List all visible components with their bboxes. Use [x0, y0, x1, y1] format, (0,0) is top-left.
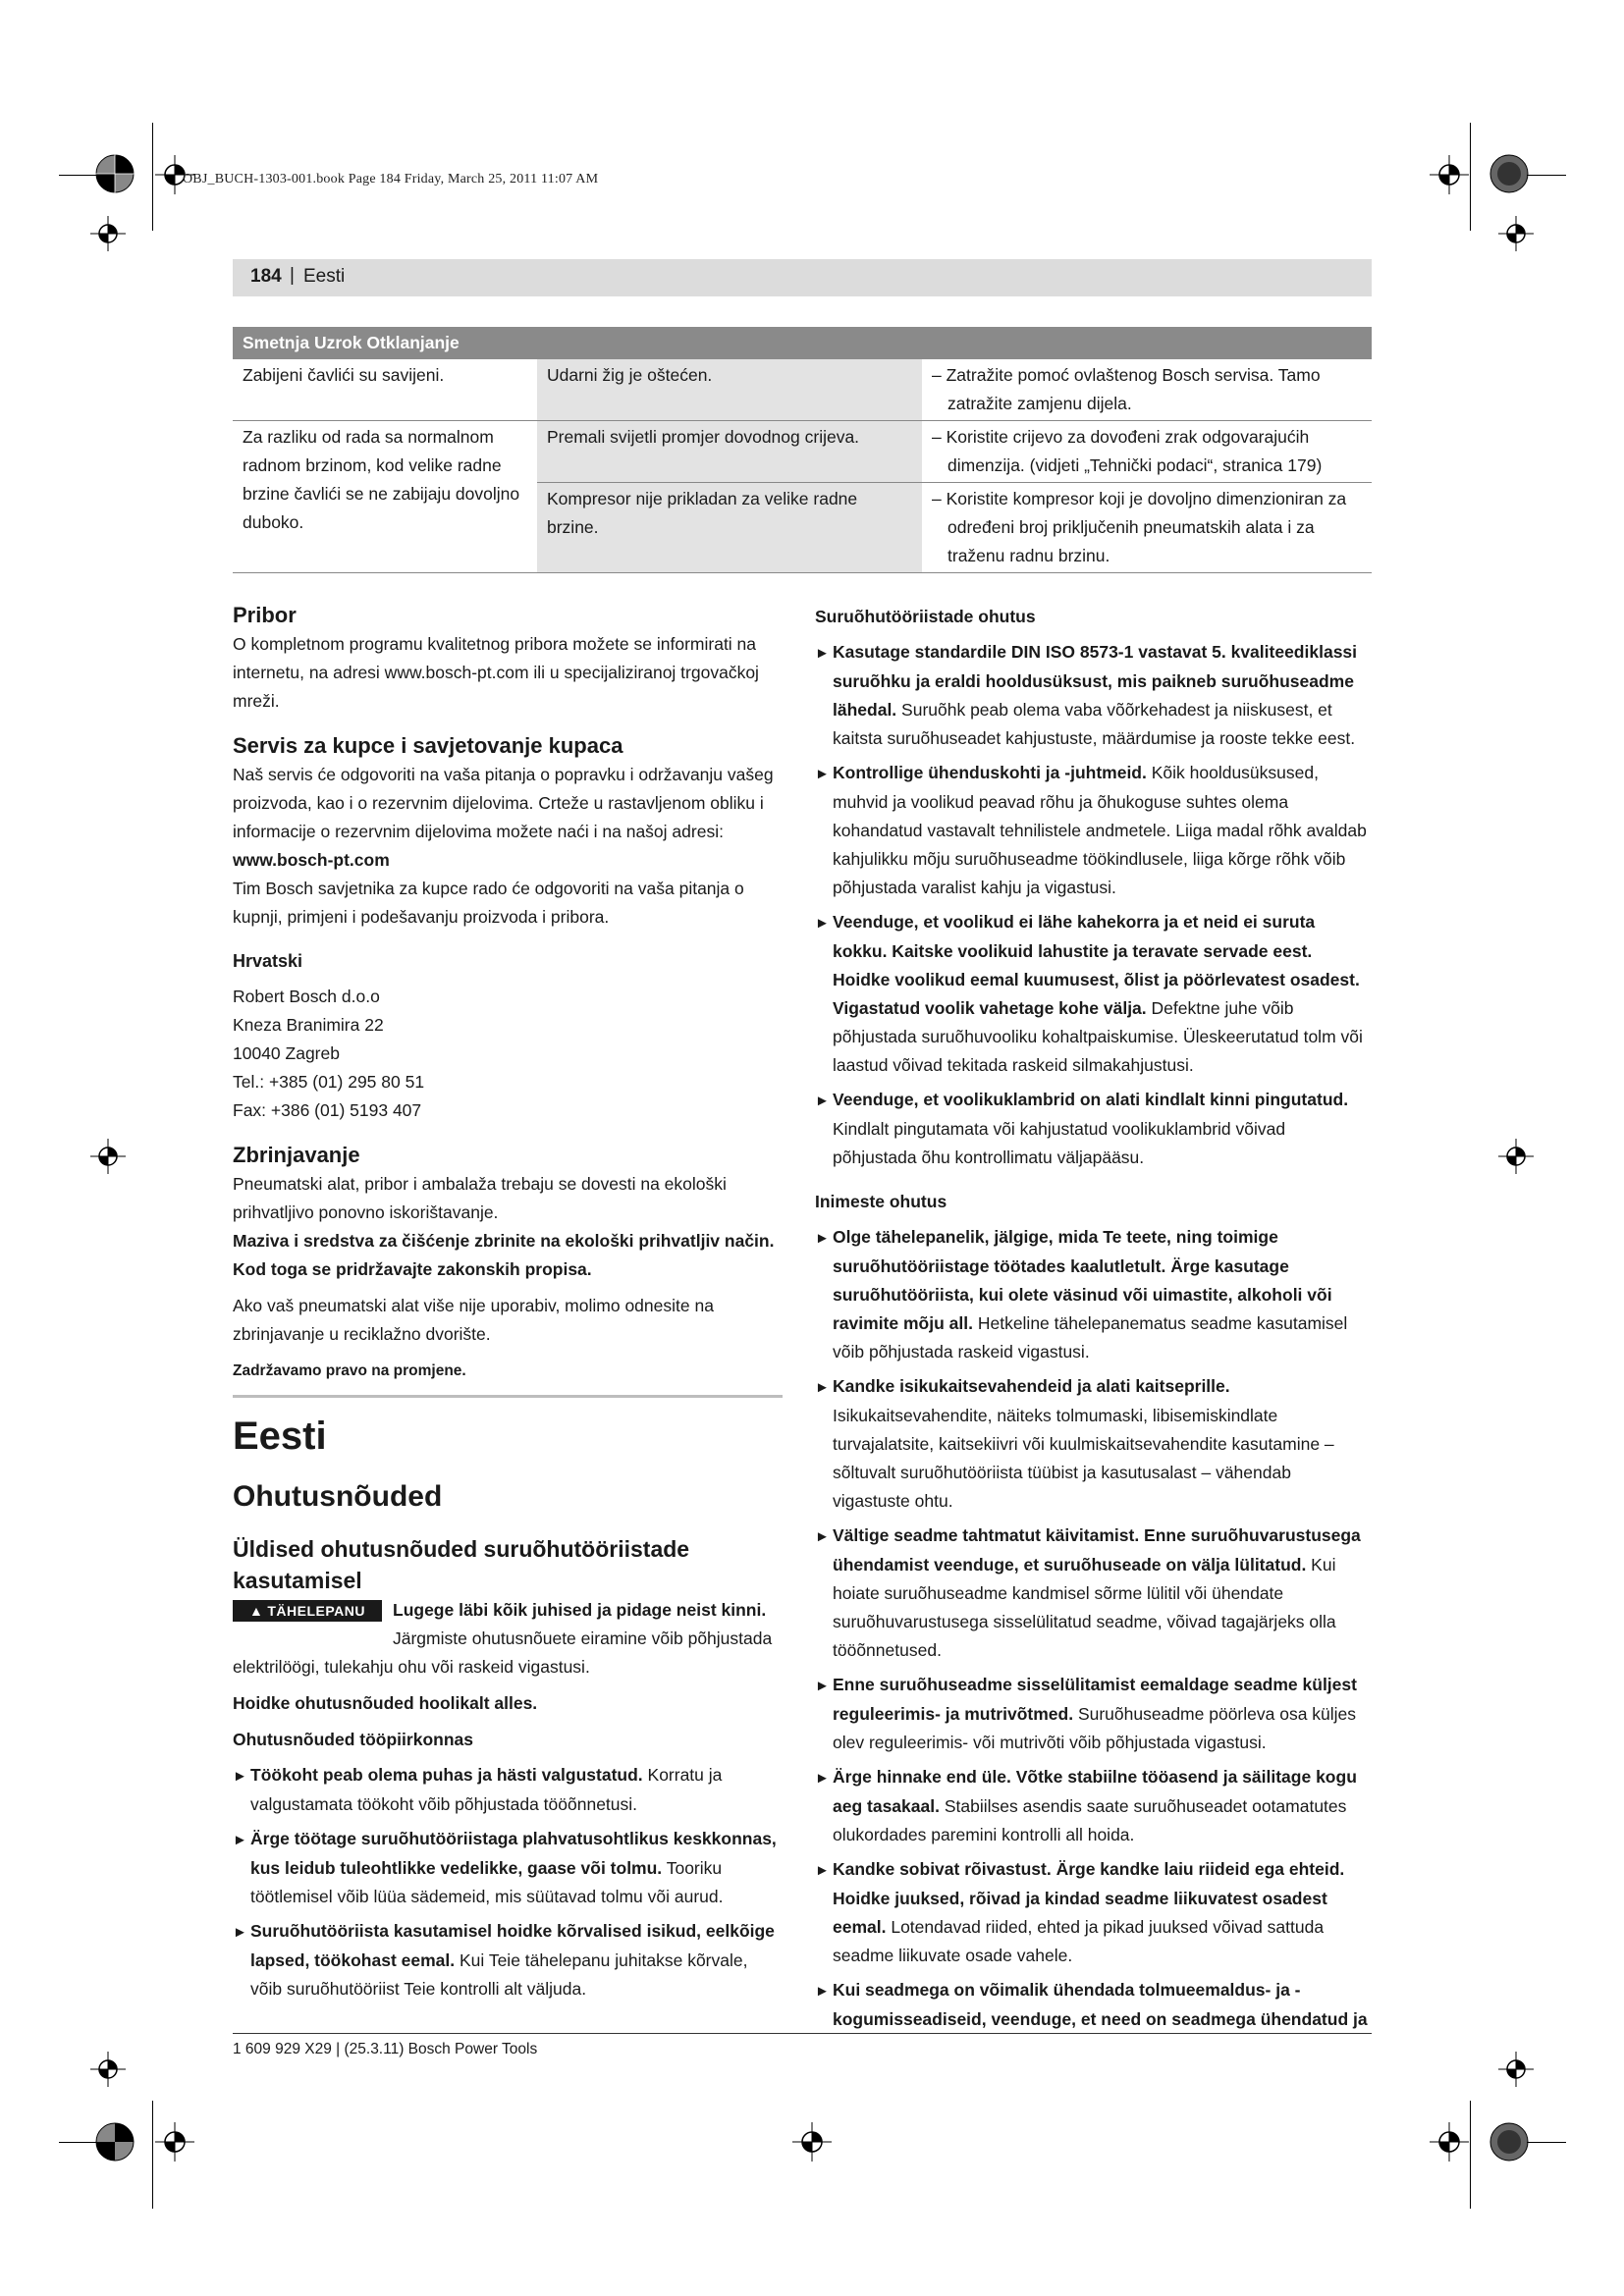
table-cell-symptom: Za razliku od rada sa normalnom radnom brzinom, kod velike radne brzine čavlići se ne zabijaju dovoljno duboko. [233, 421, 537, 573]
warning-triangle-icon: ▲ [249, 1603, 264, 1619]
crosshair-mark-icon [1498, 216, 1534, 251]
list-item: ► Kandke isikukaitsevahendeid ja alati kaitseprille. Isikukaitsevahendite, näiteks tolmumaski, libisemiskindlate turvajalatsite, kaitsekiivri või kuulmiskaitsevahendite kasutamine – sõltuvalt suruõhutööriista tüübist ja kasutusalast – vähendab vigastuste ohtu. [815, 1372, 1371, 1516]
bullet-arrow-icon: ► [815, 1093, 830, 1109]
header-separator: | [290, 265, 295, 286]
crop-line [59, 175, 98, 176]
table-cell-remedy: – Koristite crijevo za dovođeni zrak odgovarajućih dimenzija. (vidjeti „Tehnički podaci“, stranica 179) [932, 427, 1323, 475]
bullet-arrow-icon: ► [815, 645, 830, 662]
section-title-pribor: Pribor [233, 603, 297, 627]
bullet-arrow-icon: ► [815, 1983, 830, 2000]
header-language: Eesti [303, 266, 346, 287]
bullet-arrow-icon: ► [233, 1832, 247, 1848]
crosshair-mark-icon [90, 1139, 126, 1174]
address-line: Tel.: +385 (01) 295 80 51 [233, 1072, 425, 1092]
table-cell-symptom: Zabijeni čavlići su savijeni. [233, 359, 537, 421]
zbrinjavanje-text: Pneumatski alat, pribor i ambalaža trebaju se dovesti na ekološki prihvatljivo ponovno iskorištavanje. [233, 1174, 727, 1222]
crosshair-mark-icon [1498, 1139, 1534, 1174]
list-item: ► Kandke sobivat rõivastust. Ärge kandke laiu riideid ega ehteid. Hoidke juuksed, rõivad ja kindad seadme liikuvatest osadest eemal. Lotendavad riided, ehted ja pikad juuksed võivad sattuda seadme liikuvate osade vahele. [815, 1855, 1371, 1970]
crop-line [1527, 2142, 1566, 2143]
crop-line [59, 2142, 98, 2143]
list-item: ► Ärge töötage suruõhutööriistaga plahvatusohtlikus keskkonnas, kus leidub tuleohtlikke vedelikke, gaase või tolmu. Tooriku töötlemisel võib lüüa sädemeid, mis süütavad tolmu või aurud. [233, 1825, 783, 1911]
page-header [233, 259, 1372, 296]
bullet-arrow-icon: ► [815, 1528, 830, 1545]
bullet-arrow-icon: ► [815, 1678, 830, 1694]
section-title-servis: Servis za kupce i savjetovanje kupaca [233, 733, 623, 758]
table-header: Smetnja Uzrok Otklanjanje [233, 327, 1372, 359]
table-cell-cause: Premali svijetli promjer dovodnog crijeva. [537, 421, 922, 483]
people-safety-title: Inimeste ohutus [815, 1192, 947, 1211]
safety-title: Ohutusnõuded [233, 1480, 443, 1513]
bullet-arrow-icon: ► [815, 1379, 830, 1396]
pribor-text: O kompletnom programu kvalitetnog pribora možete se informirati na internetu, na adresi www.bosch-pt.com ili u specijaliziranoj trgovačkoj mreži. [233, 634, 759, 711]
crop-line [152, 2101, 153, 2209]
footer-divider [233, 2033, 1372, 2034]
servis-text-2: Tim Bosch savjetnika za kupce rado će odgovoriti na vaša pitanja o kupnji, primjeni i podešavanju proizvoda i pribora. [233, 879, 744, 927]
crosshair-mark-icon [155, 2122, 194, 2162]
warning-block [233, 1596, 783, 1625]
workplace-title: Ohutusnõuded tööpiirkonnas [233, 1730, 473, 1749]
warning-label: TÄHELEPANU [267, 1603, 365, 1619]
table-cell-cause: Kompresor nije prikladan za velike radne brzine. [537, 483, 922, 573]
warning-badge [233, 1600, 382, 1622]
crop-line [152, 123, 153, 231]
list-item: ► Ärge hinnake end üle. Võtke stabiilne tööasend ja säilitage kogu aeg tasakaal. Stabiilses asendis saate suruõhuseadet ootamatutes olukordades paremini kontrolli all hoida. [815, 1763, 1371, 1849]
registration-mark-icon [1488, 152, 1531, 195]
address-line: Kneza Branimira 22 [233, 1015, 384, 1035]
list-item: ► Kontrollige ühenduskohti ja -juhtmeid. Kõik hooldusüksused, muhvid ja voolikud peavad rõhu ja õhukoguse suhtes olema kohandatud vastavalt tehnilistele andmetele. Liiga madal rõhk avaldab kahjulikku mõju suruõhuseadme töökindlusele, liiga kõrge rõhk võib põhjustada varalist kahju ja vigastusi. [815, 759, 1371, 902]
list-item: ► Enne suruõhuseadme sisselülitamist eemaldage seadme küljest reguleerimis- ja mutrivõtmed. Suruõhuseadme pöörleva osa küljes olev reguleerimis- või mutrivõti võib põhjustada vigastusi. [815, 1671, 1371, 1757]
registration-mark-icon [93, 152, 136, 195]
table-cell-remedy: – Zatražite pomoć ovlaštenog Bosch servisa. Tamo zatražite zamjenu dijela. [932, 365, 1321, 413]
servis-url-link[interactable]: www.bosch-pt.com [233, 850, 390, 870]
crosshair-mark-icon [90, 216, 126, 251]
table-row [233, 421, 1372, 483]
list-item: ► Kasutage standardile DIN ISO 8573-1 vastavat 5. kvaliteediklassi suruõhku ja eraldi hooldusüksust, mis paikneb suruõhuseadme lähedal. Suruõhk peab olema vaba võõrkehadest ja niiskusest, et kaitsta suruõhuseadet kahjustuste, määrdumise ja rooste tekke eest. [815, 638, 1371, 753]
crop-line [1470, 2101, 1471, 2209]
general-safety-title: Üldised ohutusnõuded suruõhutööriistade kasutamisel [233, 1536, 690, 1593]
section-title-zbrinjavanje: Zbrinjavanje [233, 1143, 360, 1167]
zbrinjavanje-text-2: Ako vaš pneumatski alat više nije uporabiv, molimo odnesite na zbrinjavanje u reciklažno dvorište. [233, 1296, 714, 1344]
tool-safety-title: Suruõhutööriistade ohutus [815, 607, 1036, 626]
crosshair-mark-icon [90, 2052, 126, 2087]
bullet-arrow-icon: ► [815, 1230, 830, 1247]
print-info: OBJ_BUCH-1303-001.book Page 184 Friday, March 25, 2011 11:07 AM [183, 172, 599, 187]
list-item: ► Veenduge, et voolikuklambrid on alati kindlalt kinni pingutatud. Kindlalt pingutamata või kahjustatud voolikuklambrid võivad põhjustada õhu kontrollimatu väljapääsu. [815, 1086, 1371, 1172]
list-item: ► Kui seadmega on võimalik ühendada tolmueemaldus- ja -kogumisseadiseid, veenduge, et need on seadmega ühendatud ja [815, 1976, 1371, 2034]
list-item: ► Vältige seadme tahtmatut käivitamist. Enne suruõhuvarustusega ühendamist veenduge, et suruõhuseade on välja lülitatud. Kui hoiate suruõhuseadme kandmisel sõrme lülitil või ühendate suruõhuvarustusega sisselülitatud seadme, võivad tagajärjeks olla tööõnnetused. [815, 1522, 1371, 1665]
page-number: 184 [250, 266, 282, 287]
zbrinjavanje-bold: Maziva i sredstva za čišćenje zbrinite na ekološki prihvatljiv način. Kod toga se pridržavajte zakonskih propisa. [233, 1231, 775, 1279]
troubleshooting-table [233, 327, 1372, 573]
page-footer: 1 609 929 X29 | (25.3.11) Bosch Power Tools [233, 2041, 538, 2057]
bullet-arrow-icon: ► [815, 766, 830, 782]
section-divider [233, 1395, 783, 1398]
crosshair-mark-icon [1498, 2052, 1534, 2087]
warning-bold: Lugege läbi kõik juhised ja pidage neist kinni. [393, 1600, 767, 1620]
table-cell-remedy: – Koristite kompresor koji je dovoljno dimenzioniran za određeni broj priključenih pneumatskih alata i za traženu radnu brzinu. [932, 489, 1347, 565]
left-column [233, 601, 783, 2003]
bullet-arrow-icon: ► [815, 915, 830, 932]
address-line: Robert Bosch d.o.o [233, 987, 380, 1006]
list-item: ► Olge tähelepanelik, jälgige, mida Te teete, ning toimige suruõhutööriistage töötades kaalutletult. Ärge kasutage suruõhutööriista, kui olete väsinud või uimastite, alkoholi või ravimite mõju all. Hetkeline tähelepanematus seadme kasutamisel võib põhjustada raskeid vigastusi. [815, 1223, 1371, 1366]
keep-safety-note: Hoidke ohutusnõuded hoolikalt alles. [233, 1693, 538, 1713]
list-item: ► Töökoht peab olema puhas ja hästi valgustatud. Korratu ja valgustamata töökoht võib põhjustada tööõnnetusi. [233, 1761, 783, 1819]
section-title-hrvatski: Hrvatski [233, 951, 303, 971]
right-column [815, 603, 1371, 2034]
address-line: Fax: +386 (01) 5193 407 [233, 1100, 422, 1120]
language-title: Eesti [233, 1415, 327, 1458]
table-cell-cause: Udarni žig je oštećen. [537, 359, 922, 421]
list-item: ► Suruõhutööriista kasutamisel hoidke kõrvalised isikud, eelkõige lapsed, töökohast eemal. Kui Teie tähelepanu juhitakse kõrvale, võib suruõhutööriist Teie kontrolli alt väljuda. [233, 1917, 783, 2003]
bullet-arrow-icon: ► [815, 1770, 830, 1787]
bullet-arrow-icon: ► [815, 1862, 830, 1879]
crop-line [1527, 175, 1566, 176]
crosshair-mark-icon [1430, 2122, 1469, 2162]
registration-mark-icon [1488, 2120, 1531, 2163]
bullet-arrow-icon: ► [233, 1768, 247, 1785]
table-row [233, 359, 1372, 421]
crop-line [1470, 123, 1471, 231]
list-item: ► Veenduge, et voolikud ei lähe kahekorra ja et neid ei suruta kokku. Kaitske voolikuid lahustite ja teravate servade eest. Hoidke voolikud eemal kuumusest, õlist ja pöörlevatest osadest. Vigastatud voolik vahetage kohe välja. Defektne juhe võib põhjustada suruõhuvooliku kohaltpaiskumise. Üleskeerutatud tolm või laastud võivad tekitada raskeid silmakahjustusi. [815, 908, 1371, 1080]
bullet-arrow-icon: ► [233, 1924, 247, 1941]
warning-text: Järgmiste ohutusnõuete eiramine võib põhjustada elektrilöögi, tulekahju ohu või raskeid vigastusi. [233, 1629, 773, 1677]
servis-text: Naš servis će odgovoriti na vaša pitanja o popravku i održavanju vašeg proizvoda, kao i o rezervnim dijelovima. Crteže u rastavljenom obliku i informacije o rezervnim dijelovima možete naći i na našoj adresi: [233, 765, 774, 841]
changes-note: Zadržavamo pravo na promjene. [233, 1362, 466, 1379]
address-line: 10040 Zagreb [233, 1043, 340, 1063]
crosshair-mark-icon [1430, 155, 1469, 194]
registration-mark-icon [93, 2120, 136, 2163]
crosshair-mark-icon [792, 2122, 832, 2162]
